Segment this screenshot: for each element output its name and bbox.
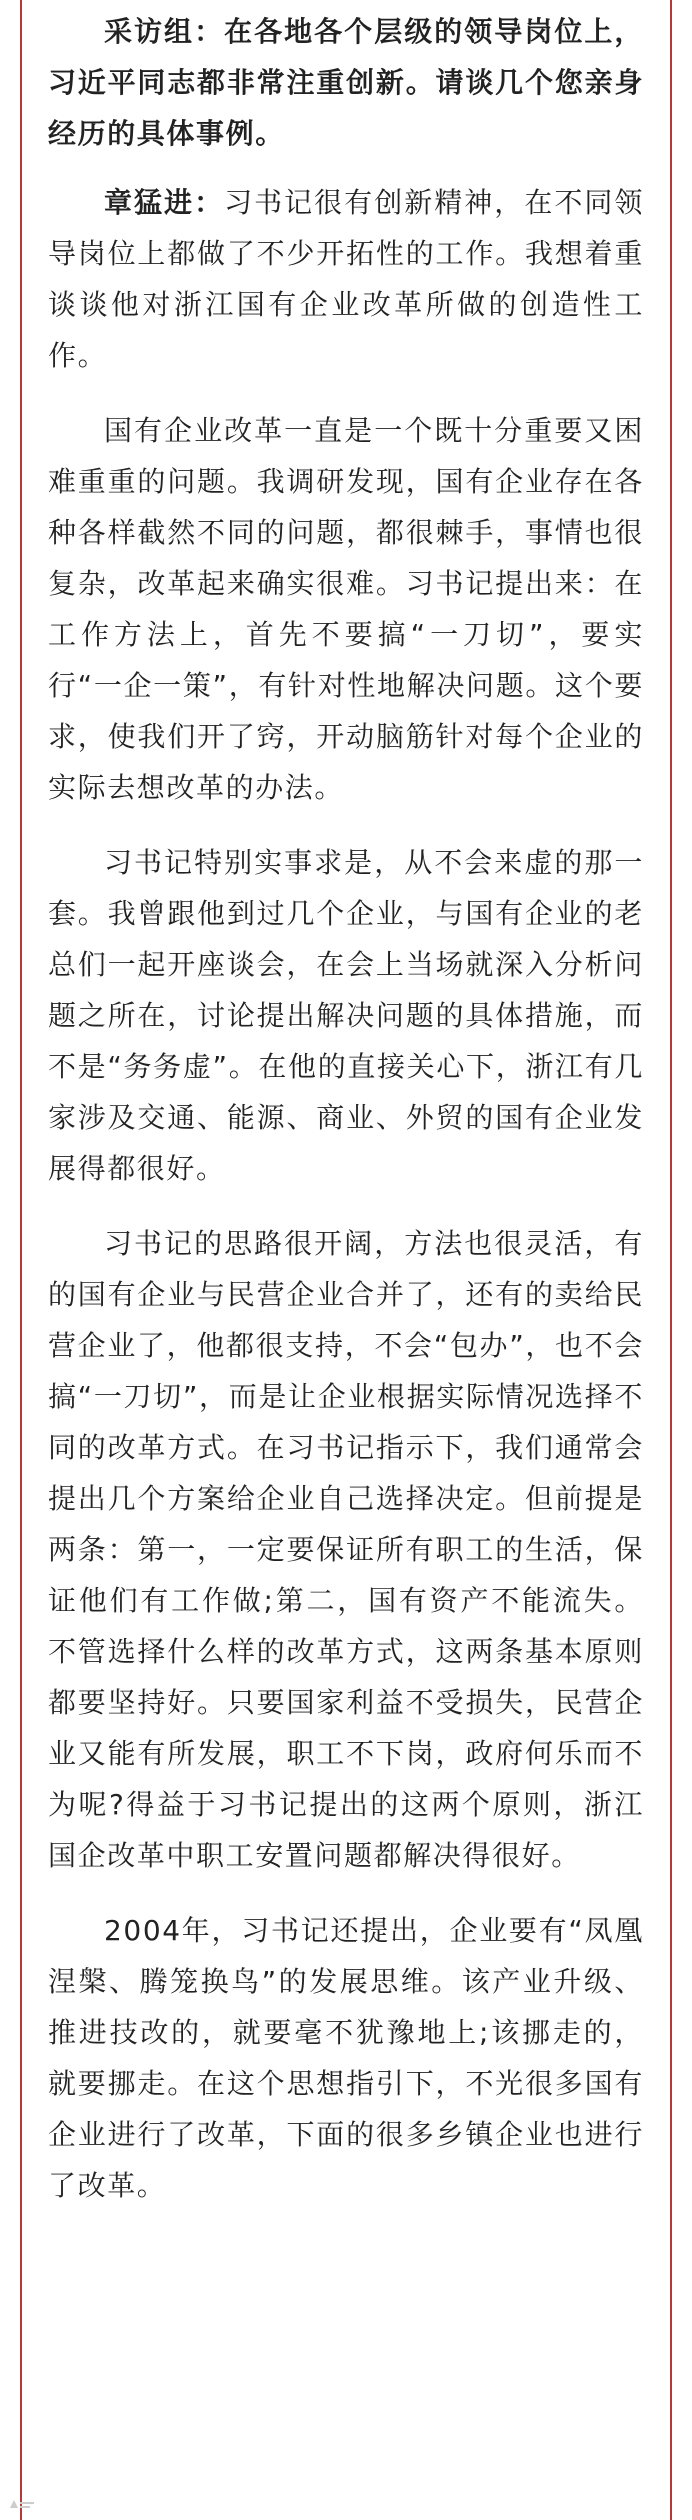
paragraph-flexible-methods: 习书记的思路很开阔，方法也很灵活，有的国有企业与民营企业合并了，还有的卖给民营企业了，他都很支持，不会“包办”，也不会搞“一刀切”，而是让企业根据实际情况选择不同的改革方式。在习书记指示下，我们通常会提出几个方案给企业自己选择决定。但前提是两条：第一，一定要保证所有职工的生活，保证他们有工作做;第二，国有资产不能流失。不管选择什么样的改革方式，这两条基本原则都要坚持好。只要国家利益不受损失，民营企业又能有所发展，职工不下岗，政府何乐而不为呢?得益于习书记提出的这两个原则，浙江国企改革中职工安置问题都解决得很好。 [48,1227,644,1872]
paragraph-2004-phoenix: 2004年，习书记还提出，企业要有“凤凰涅槃、腾笼换鸟”的发展思维。该产业升级、推进技改的，就要毫不犹豫地上;该挪走的，就要挪走。在这个思想指引下，不光很多国有企业进行了改革，下面的很多乡镇企业也进行了改革。 [48,1914,644,2202]
watermark-logo [8,2496,36,2516]
interview-answer [48,177,644,381]
paragraph-soe-reform: 国有企业改革一直是一个既十分重要又困难重重的问题。我调研发现，国有企业存在各种各样截然不同的问题，都很棘手，事情也很复杂，改革起来确实很难。习书记提出来：在工作方法上，首先不要搞“一刀切”，要实行“一企一策”，有针对性地解决问题。这个要求，使我们开了窍，开动脑筋针对每个企业的实际去想改革的办法。 [48,414,644,804]
interview-question [48,6,644,159]
watermark-icon [8,2496,36,2512]
article-body [48,6,644,2235]
question-speaker: 采访组： [104,15,225,48]
answer-speaker: 章猛进： [104,186,225,219]
answer-text: 习书记很有创新精神，在不同领导岗位上都做了不少开拓性的工作。我想着重谈谈他对浙江国有企业改革所做的创造性工作。 [48,186,644,372]
paragraph-practical: 习书记特别实事求是，从不会来虚的那一套。我曾跟他到过几个企业，与国有企业的老总们一起开座谈会，在会上当场就深入分析问题之所在，讨论提出解决问题的具体措施，而不是“务务虚”。在他的直接关心下，浙江有几家涉及交通、能源、商业、外贸的国有企业发展得都很好。 [48,846,644,1185]
question-text: 在各地各个层级的领导岗位上，习近平同志都非常注重创新。请谈几个您亲身经历的具体事例。 [48,15,644,150]
